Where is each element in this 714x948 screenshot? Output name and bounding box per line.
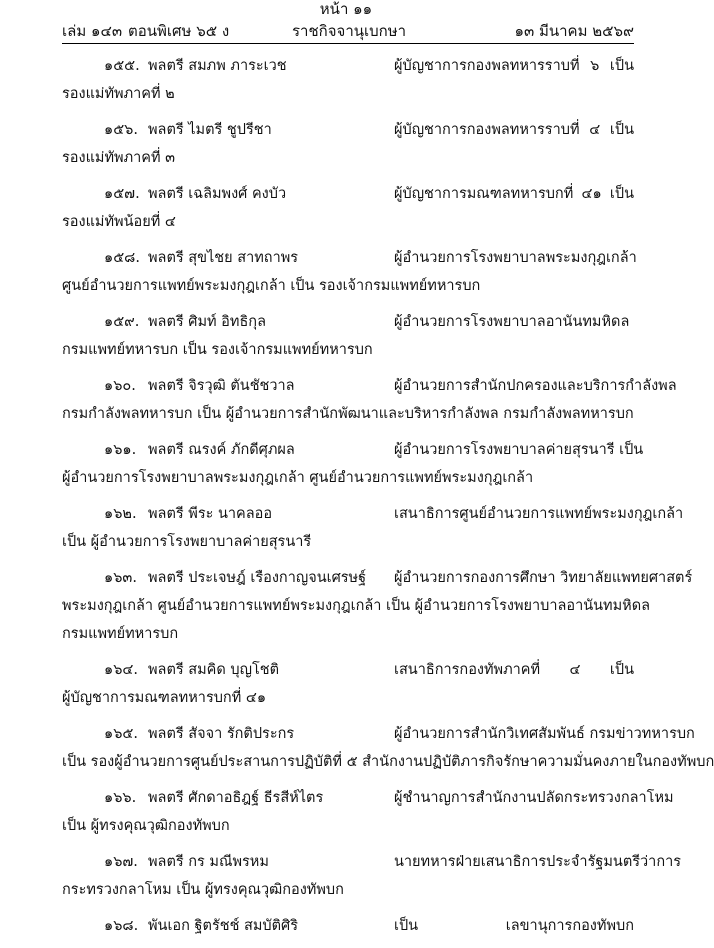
header-section: ตอนพิเศษ ๖๕ ง (128, 22, 230, 40)
entry-number: ๑๖๐. (104, 378, 136, 394)
entry-number: ๑๕๕. (104, 58, 140, 74)
entry-position: ผู้บัญชาการกองพลทหารราบที่ ๔ เป็น (394, 122, 634, 138)
entry-name: พลตรี ไมตรี ชูปรีชา (148, 122, 272, 138)
header-rule (62, 43, 634, 44)
page-number: หน้า ๑๑ (319, 0, 373, 18)
entry-first-line (62, 116, 634, 144)
entry-first-line (62, 52, 634, 80)
header-volume: เล่ม ๑๔๓ (62, 22, 123, 40)
entry-position: ผู้บัญชาการกองพลทหารราบที่ ๖ เป็น (394, 58, 634, 74)
entry-name: พลตรี กร มณีพรหม (148, 854, 269, 870)
entry-number: ๑๖๔. (104, 662, 138, 678)
entry-first-line (62, 656, 634, 684)
appointment-entry (62, 564, 693, 656)
entry-number: ๑๖๓. (104, 570, 137, 586)
entry-continuation: กรมกำลังพลทหารบก เป็น ผู้อำนวยการสำนักพัฒนาและบริหารกำลังพล กรมกำลังพลทหารบก (62, 406, 634, 422)
entry-position: ผู้ชำนาญการสำนักงานปลัดกระทรวงกลาโหม (394, 790, 674, 806)
entry-continuation: รองแม่ทัพน้อยที่ ๔ (62, 214, 176, 230)
entry-continuation: เป็น รองผู้อำนวยการศูนย์ประสานการปฏิบัติที่ ๕ สำนักงานปฏิบัติภารกิจรักษาความมั่นคงภายในกองทัพบก (62, 754, 714, 770)
entry-number: ๑๖๖. (104, 790, 137, 806)
entry-first-line (62, 500, 684, 528)
appointment-entry (62, 116, 634, 180)
entry-number: ๑๖๑. (104, 442, 137, 458)
entry-position: เป็น เลขานุการกองทัพบก (394, 918, 634, 934)
entry-continuation: พระมงกุฎเกล้า ศูนย์อำนวยการแพทย์พระมงกุฎเกล้า เป็น ผู้อำนวยการโรงพยาบาลอานันทมหิดล (62, 598, 651, 614)
gazette-header (62, 20, 634, 42)
entry-continuation: รองแม่ทัพภาคที่ ๓ (62, 150, 176, 166)
appointment-entry (62, 52, 634, 116)
entry-continuation: กรมแพทย์ทหารบก (62, 626, 179, 642)
entry-number: ๑๖๘. (104, 918, 139, 934)
entry-continuation: ผู้อำนวยการโรงพยาบาลพระมงกุฎเกล้า ศูนย์อำนวยการแพทย์พระมงกุฎเกล้า (62, 470, 534, 486)
entry-first-line (62, 244, 637, 272)
appointment-entry (62, 308, 634, 372)
entry-continuation: กรมแพทย์ทหารบก เป็น รองเจ้ากรมแพทย์ทหารบก (62, 342, 373, 358)
entry-position: ผู้อำนวยการสำนักปกครองและบริการกำลังพล (394, 378, 677, 394)
entry-first-line (62, 784, 674, 812)
entry-name: พลตรี สัจจา รักติประกร (148, 726, 295, 742)
entry-first-line (62, 436, 644, 464)
entry-name: พลตรี ศิมท์ อิทธิกุล (148, 314, 266, 330)
entry-continuation: รองแม่ทัพภาคที่ ๒ (62, 86, 175, 102)
appointment-list (62, 52, 714, 948)
entry-name: พลตรี สุขไชย สาทถาพร (148, 250, 299, 266)
entry-continuation: กระทรวงกลาโหม เป็น ผู้ทรงคุณวุฒิกองทัพบก (62, 882, 344, 898)
entry-first-line (62, 308, 634, 336)
entry-number: ๑๖๕. (104, 726, 138, 742)
entry-name: พลตรี พีระ นาคลออ (148, 506, 273, 522)
appointment-entry (62, 372, 677, 436)
entry-name: พลตรี จิรวุฒิ ตันชัชวาล (148, 378, 295, 394)
appointment-entry (62, 784, 674, 848)
entry-position: เสนาธิการศูนย์อำนวยการแพทย์พระมงกุฎเกล้า (394, 506, 684, 522)
entry-number: ๑๕๘. (104, 250, 140, 266)
entry-position: ผู้อำนวยการกองการศึกษา วิทยาลัยแพทยศาสตร์ (394, 570, 693, 586)
entry-first-line (62, 848, 682, 876)
entry-position: ผู้อำนวยการโรงพยาบาลค่ายสุรนารี เป็น (394, 442, 644, 458)
entry-number: ๑๖๗. (104, 854, 138, 870)
entry-first-line (62, 372, 677, 400)
entry-name: พันเอก ฐิตรัชช์ สมบัติศิริ (148, 918, 299, 934)
appointment-entry (62, 180, 634, 244)
appointment-entry (62, 656, 634, 720)
entry-first-line (62, 180, 634, 208)
entry-position: ผู้อำนวยการสำนักวิเทศสัมพันธ์ กรมข่าวทหารบก (394, 726, 695, 742)
entry-number: ๑๕๗. (104, 186, 140, 202)
appointment-entry (62, 500, 684, 564)
header-publication: ราชกิจจานุเบกษา (292, 22, 407, 40)
entry-name: พลตรี เฉลิมพงศ์ คงบัว (148, 186, 287, 202)
entry-position: นายทหารฝ่ายเสนาธิการประจำรัฐมนตรีว่าการ (394, 854, 682, 870)
entry-position: ผู้อำนวยการโรงพยาบาลพระมงกุฎเกล้า (394, 250, 637, 266)
entry-position: เสนาธิการกองทัพภาคที่ ๔ เป็น (394, 662, 634, 678)
appointment-entry (62, 436, 644, 500)
entry-name: พลตรี ณรงค์ ภักดีศุภผล (148, 442, 295, 458)
entry-number: ๑๕๖. (104, 122, 138, 138)
entry-continuation: ศูนย์อำนวยการแพทย์พระมงกุฎเกล้า เป็น รองเจ้ากรมแพทย์ทหารบก (62, 278, 481, 294)
appointment-entry (62, 244, 637, 308)
entry-continuation: เป็น ผู้อำนวยการโรงพยาบาลค่ายสุรนารี (62, 534, 312, 550)
appointment-entry (62, 720, 714, 784)
entry-number: ๑๖๒. (104, 506, 137, 522)
entry-name: พลตรี ประเจษฎ์ เรืองกาญจนเศรษฐ์ (148, 570, 367, 586)
appointment-entry (62, 848, 682, 912)
entry-number: ๑๕๙. (104, 314, 140, 330)
header-date: ๑๓ มีนาคม ๒๕๖๙ (514, 22, 634, 40)
appointment-entry (62, 912, 634, 948)
entry-continuation: ผู้บัญชาการมณฑลทหารบกที่ ๔๑ (62, 690, 267, 706)
entry-name: พลตรี สมภพ ภาระเวช (148, 58, 287, 74)
entry-first-line (62, 912, 634, 940)
entry-name: พลตรี ศักดาอธิฎฐ์ ธีรสีห์ไตร (148, 790, 324, 806)
entry-position: ผู้อำนวยการโรงพยาบาลอานันทมหิดล (394, 314, 630, 330)
entry-continuation: เป็น ผู้ทรงคุณวุฒิกองทัพบก (62, 818, 230, 834)
entry-first-line (62, 564, 693, 592)
entry-first-line (62, 720, 695, 748)
entry-position: ผู้บัญชาการมณฑลทหารบกที่ ๔๑ เป็น (394, 186, 634, 202)
entry-name: พลตรี สมคิด บุญโชติ (148, 662, 279, 678)
